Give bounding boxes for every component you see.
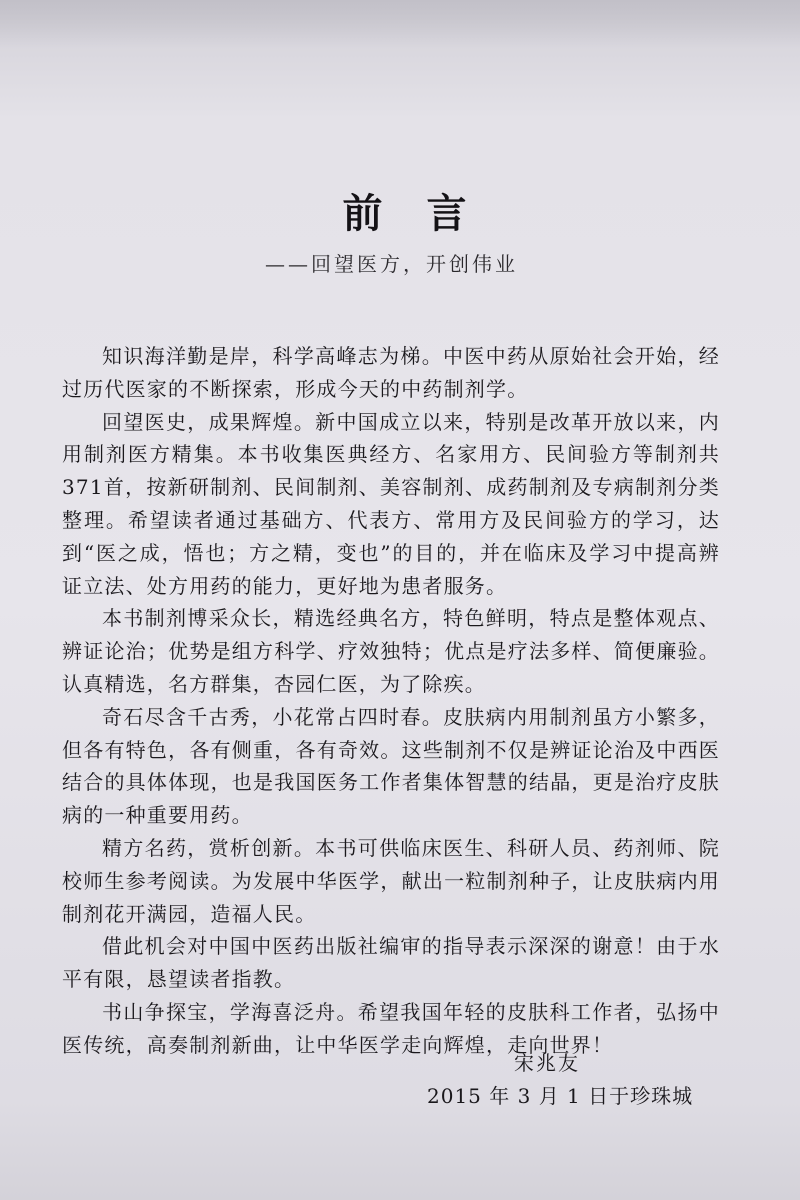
- date-line: 2015 年 3 月 1 日于珍珠城: [427, 1084, 694, 1108]
- paragraph-3: 本书制剂博采众长，精选经典名方，特色鲜明，特点是整体观点、辨证论治；优势是组方科学、疗效独特；优点是疗法多样、简便廉验。认真精选，名方群集，杏园仁医，为了除疾。: [62, 606, 720, 696]
- paragraph-6: 借此机会对中国中医药出版社编审的指导表示深深的谢意！由于水平有限，恳望读者指教。: [62, 934, 720, 992]
- paragraph-5: 精方名药，赏析创新。本书可供临床医生、科研人员、药剂师、院校师生参考阅读。为发展中华医学，献出一粒制剂种子，让皮肤病内用制剂花开满园，造福人民。: [62, 835, 720, 926]
- author-signature: 宋兆友: [514, 1051, 580, 1075]
- page-top-shadow: [0, 0, 800, 48]
- paragraph-2: 回望医史，成果辉煌。新中国成立以来，特别是改革开放以来，内用制剂医方精集。本书收集医典经方、名家用方、民间验方等制剂共371首，按新研制剂、民间制剂、美容制剂、成药制剂及专病制剂分类整理。希望读者通过基础方、代表方、常用方及民间验方的学习，达到“医之成，悟也；方之精，变也”的目的，并在临床及学习中提高辨证立法、处方用药的能力，更好地为患者服务。: [62, 409, 720, 598]
- paragraph-1: 知识海洋勤是岸，科学高峰志为梯。中医中药从原始社会开始，经过历代医家的不断探索，形成今天的中药制剂学。: [62, 344, 720, 401]
- preface-body: [62, 340, 720, 1062]
- paragraph-7: 书山争探宝，学海喜泛舟。希望我国年轻的皮肤科工作者，弘扬中医传统，高奏制剂新曲，让中华医学走向辉煌，走向世界！: [62, 999, 720, 1057]
- page-subtitle: ——回望医方，开创伟业: [265, 252, 518, 276]
- page-title: 前言: [342, 191, 511, 237]
- paragraph-4: 奇石尽含千古秀，小花常占四时春。皮肤病内用制剂虽方小繁多，但各有特色，各有侧重，各有奇效。这些制剂不仅是辨证论治及中西医结合的具体体现，也是我国医务工作者集体智慧的结晶，更是治疗皮肤病的一种重要用药。: [62, 704, 720, 828]
